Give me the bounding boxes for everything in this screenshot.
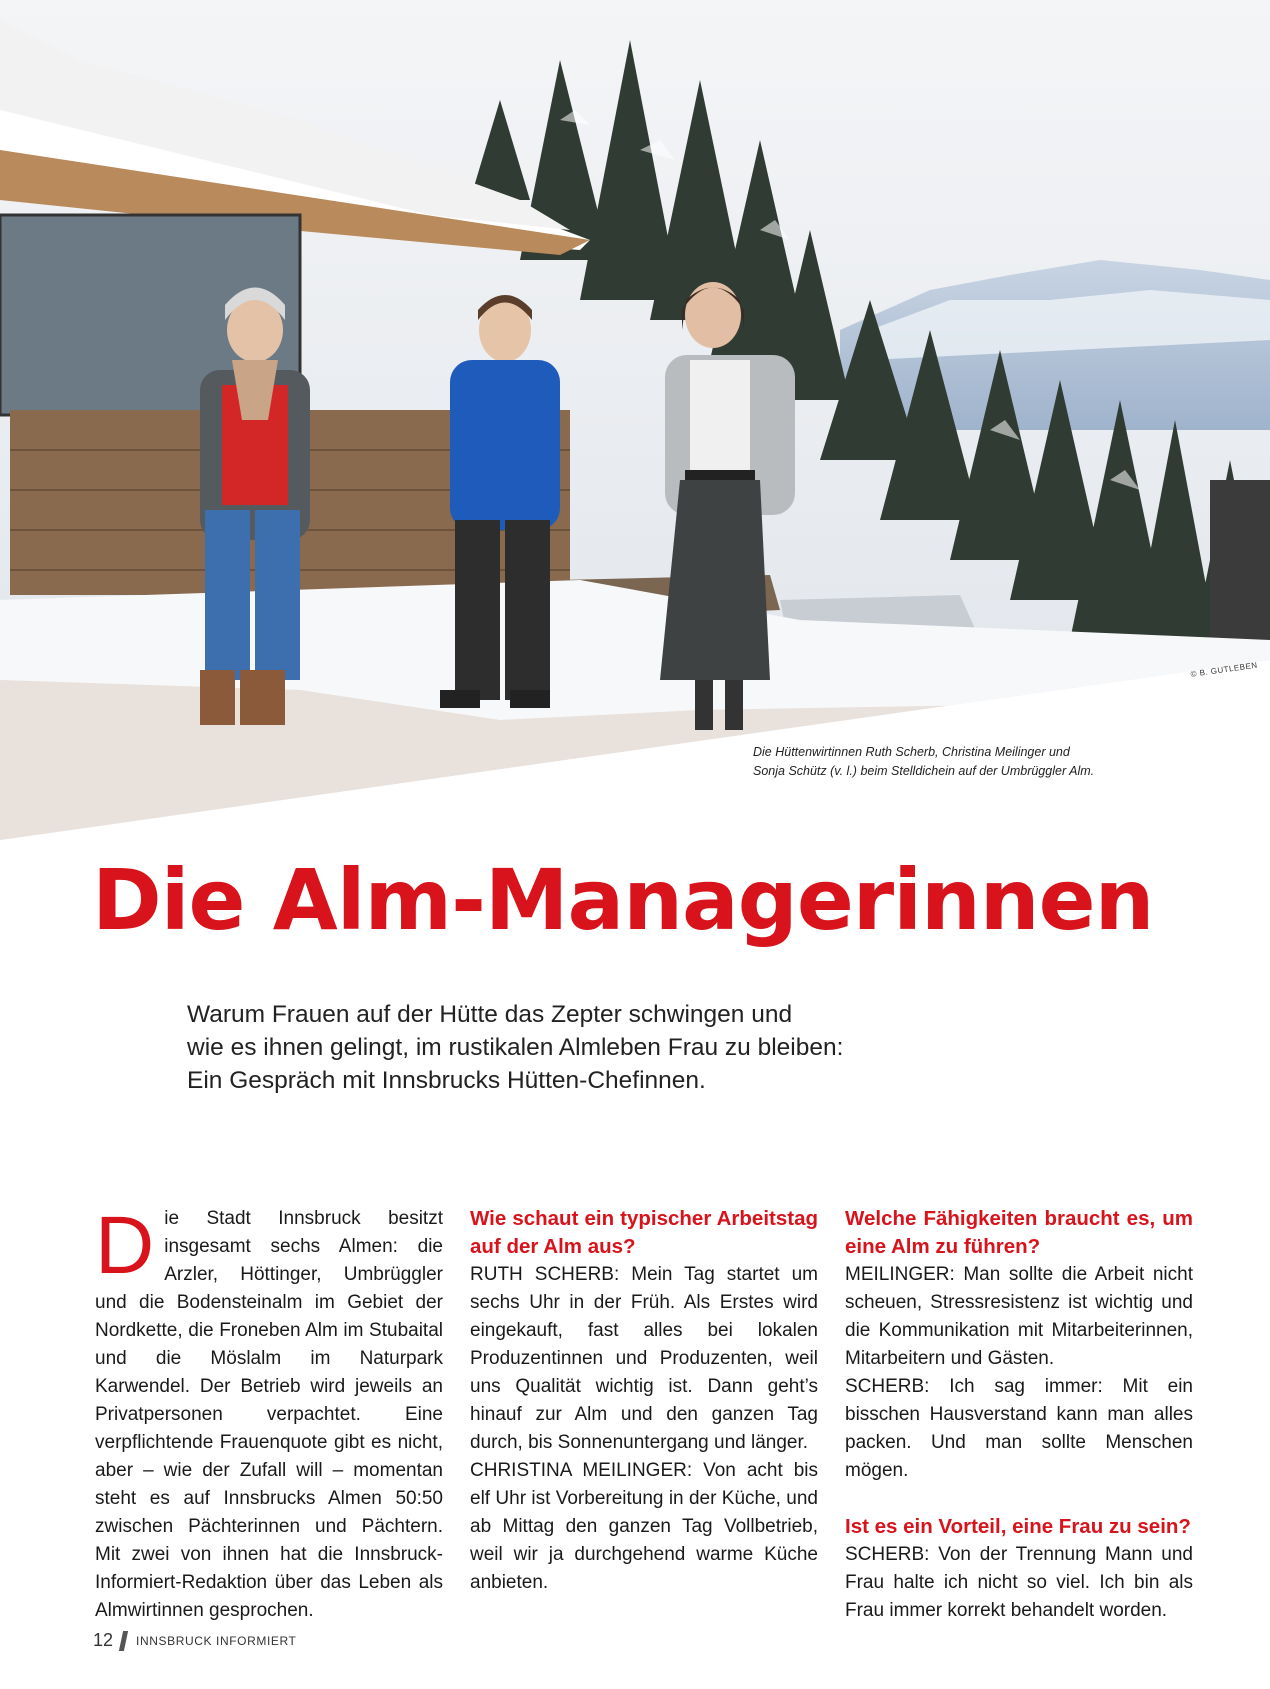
lead-line-1: Warum Frauen auf der Hütte das Zepter schwingen und <box>187 1001 793 1028</box>
question-advantage: Ist es ein Vorteil, eine Frau zu sein? <box>845 1515 1191 1538</box>
caption-line-1: Die Hüttenwirtinnen Ruth Scherb, Christina Meilinger und <box>753 745 1070 759</box>
answer-meilinger-skills: MEILINGER: Man sollte die Arbeit nicht scheuen, Stressresistenz ist wichtig und die Kommunikation mit Mitarbeiterinnen, Mitarbeitern und Gästen. <box>845 1264 1193 1369</box>
caption-line-2: Sonja Schütz (v. l.) beim Stelldichein auf der Umbrüggler Alm. <box>753 764 1095 778</box>
drop-cap: D <box>95 1200 155 1291</box>
article-title: Die Alm-Managerinnen <box>92 851 1154 949</box>
intro-text: ie Stadt Innsbruck besitzt insgesamt sechs Almen: die Arzler, Höttinger, Umbrüggler und die Bodensteinalm im Gebiet der Nordkette, die Froneben Alm im Stubaital und die Möslalm im Naturpark Karwendel. Der Betrieb wird jeweils an Privatpersonen verpachtet. Eine verpflichtende Frauenquote gibt es nicht, aber – wie der Zufall will – momentan steht es auf Innsbrucks Almen 50:50 zwischen Pächterinnen und Pächtern. Mit zwei von ihnen hat die Innsbruck-Informiert-Redaktion über das Leben als Almwirtinnen gesprochen. <box>95 1208 443 1621</box>
page-footer <box>93 1630 296 1651</box>
question-skills: Welche Fähigkeiten braucht es, um eine Alm zu führen? <box>845 1207 1193 1258</box>
header-photo <box>0 0 1270 840</box>
paragraph-spacer <box>845 1485 1193 1513</box>
text-column-3 <box>845 1205 1193 1625</box>
question-workday: Wie schaut ein typischer Arbeitstag auf der Alm aus? <box>470 1207 818 1258</box>
answer-scherb-workday: RUTH SCHERB: Mein Tag startet um sechs Uhr in der Früh. Als Erstes wird eingekauft, fast alles bei lokalen Produzentinnen und Produzenten, weil uns Qualität wichtig ist. Dann geht’s hinauf zur Alm und den ganzen Tag durch, bis Sonnenuntergang und länger. <box>470 1264 818 1453</box>
footer-separator <box>119 1631 128 1651</box>
answer-meilinger-workday: CHRISTINA MEILINGER: Von acht bis elf Uhr ist Vorbereitung in der Küche, und ab Mittag den ganzen Tag Vollbetrieb, weil wir ja durchgehend warme Küche anbieten. <box>470 1460 818 1593</box>
answer-scherb-advantage: SCHERB: Von der Trennung Mann und Frau halte ich nicht so viel. Ich bin als Frau immer korrekt behandelt worden. <box>845 1544 1193 1621</box>
article-lead <box>187 998 947 1097</box>
lead-line-3: Ein Gespräch mit Innsbrucks Hütten-Chefinnen. <box>187 1067 706 1094</box>
photo-credit: © B. GUTLEBEN <box>1190 660 1259 679</box>
lead-line-2: wie es ihnen gelingt, im rustikalen Almleben Frau zu bleiben: <box>187 1034 844 1061</box>
text-column-2 <box>470 1205 818 1597</box>
answer-scherb-skills: SCHERB: Ich sag immer: Mit ein bisschen Hausverstand kann man alles packen. Und man sollte Menschen mögen. <box>845 1376 1193 1481</box>
text-column-1 <box>95 1200 443 1625</box>
hut-women-snow-illustration <box>0 0 1270 840</box>
publication-name: INNSBRUCK INFORMIERT <box>136 1633 297 1648</box>
photo-caption <box>753 743 1173 781</box>
page-number: 12 <box>93 1630 114 1650</box>
intro-paragraph <box>95 1200 443 1625</box>
